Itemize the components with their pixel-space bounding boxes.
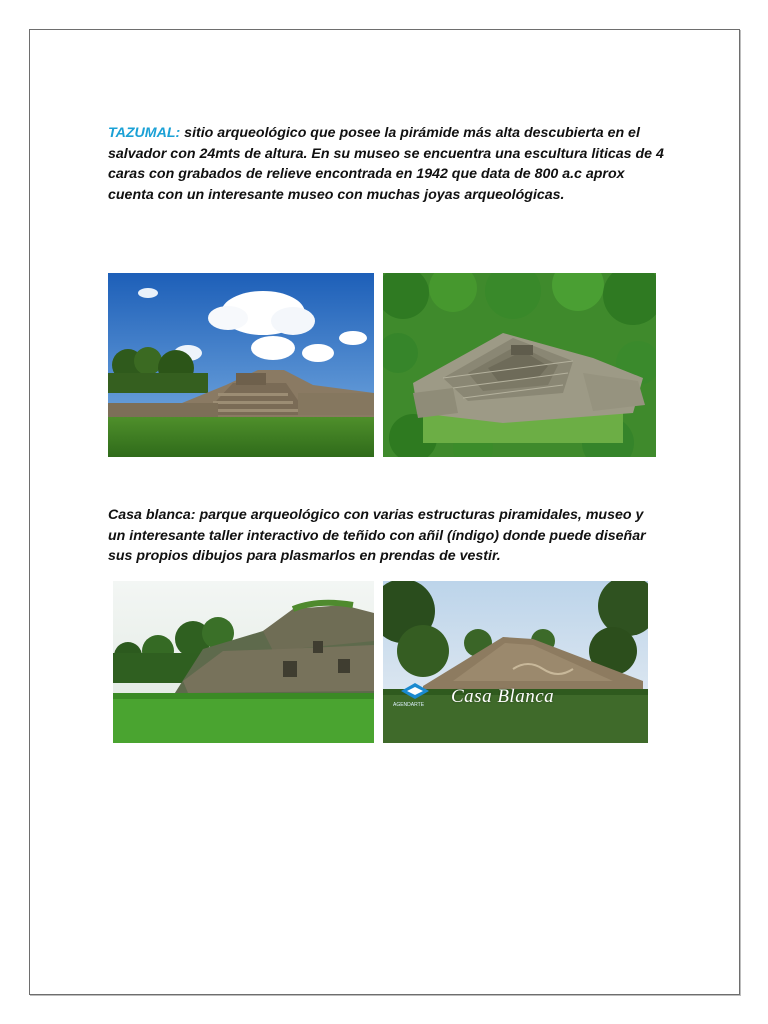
agendarte-logo-text: AGENDARTE: [393, 702, 425, 708]
tazumal-paragraph: [108, 123, 668, 205]
tazumal-description: sitio arqueológico que posee la pirámide más alta descubierta en el salvador con 24mts de altura. En su museo se encuentra una escultura liticas de 4 caras con grabados de relieve encontrada en 1942 que data de 800 a.c aprox cuenta con un interesante museo con muchas joyas arqueológicas.: [108, 125, 664, 203]
casa-blanca-ruin-photo: [113, 581, 374, 743]
tazumal-aerial-photo: [383, 273, 656, 457]
casa-blanca-sign-photo: [383, 581, 648, 743]
tazumal-keyword: TAZUMAL:: [108, 125, 181, 141]
casa-blanca-paragraph: Casa blanca: parque arqueológico con varias estructuras piramidales, museo y un interesante taller interactivo de teñido con añil (índigo) donde puede diseñar sus propios dibujos para plasmarlos en prendas de vestir.: [108, 507, 646, 564]
document-page: [29, 29, 740, 995]
tazumal-pyramid-sky-photo: [108, 273, 374, 457]
casa-blanca-sign-text: Casa Blanca: [451, 686, 555, 707]
